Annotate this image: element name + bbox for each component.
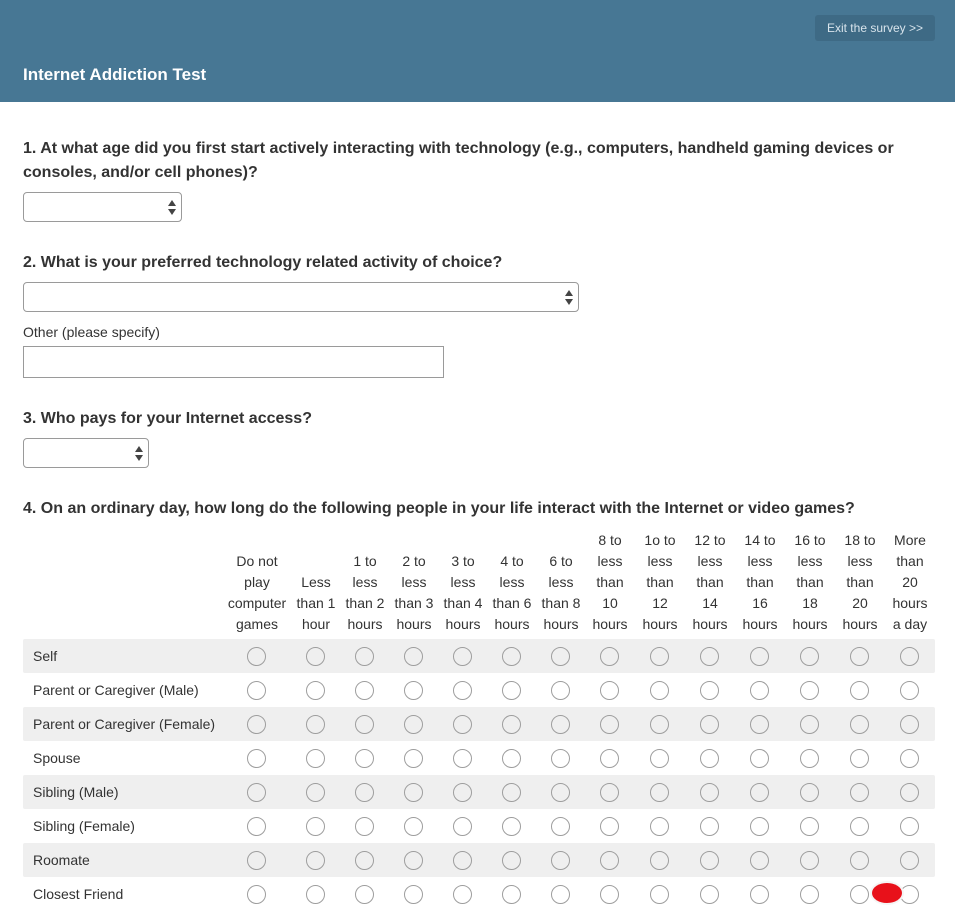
matrix-radio-button[interactable] xyxy=(800,647,819,666)
matrix-row xyxy=(23,843,935,877)
matrix-row xyxy=(23,707,935,741)
column-header-line: than xyxy=(696,574,724,590)
matrix-radio-button[interactable] xyxy=(700,817,719,836)
matrix-radio-button[interactable] xyxy=(247,885,266,904)
matrix-radio-button[interactable] xyxy=(900,715,919,734)
matrix-radio-button[interactable] xyxy=(551,885,570,904)
column-header-line: 20 xyxy=(902,574,918,590)
matrix-radio-button[interactable] xyxy=(850,783,869,802)
matrix-column-header xyxy=(885,530,935,635)
matrix-radio-button[interactable] xyxy=(600,749,619,768)
column-header-line: than xyxy=(846,574,874,590)
matrix-row xyxy=(23,809,935,843)
column-header-line: hour xyxy=(301,616,331,632)
column-header-line: less xyxy=(647,553,673,569)
matrix-radio-button[interactable] xyxy=(650,885,669,904)
exit-survey-button[interactable]: Exit the survey >> xyxy=(815,15,935,41)
column-header-line: More xyxy=(894,532,926,548)
column-header-line: than 3 xyxy=(394,595,434,611)
matrix-radio-button[interactable] xyxy=(600,851,619,870)
question-1-title-line2: consoles, and/or cell phones)? xyxy=(23,164,258,181)
matrix-radio-button[interactable] xyxy=(355,817,374,836)
matrix-radio-button[interactable] xyxy=(355,885,374,904)
question-2-title: 2. What is your preferred technology related activity of choice? xyxy=(23,254,503,271)
matrix-row-label: Closest Friend xyxy=(33,886,124,902)
column-header-line: 10 xyxy=(602,595,618,611)
matrix-radio-button[interactable] xyxy=(900,817,919,836)
column-header-line: play xyxy=(244,574,270,590)
matrix-radio-button[interactable] xyxy=(404,817,423,836)
column-header-line: 3 to xyxy=(451,553,475,569)
select-arrows-icon xyxy=(565,290,574,306)
survey-title: Internet Addiction Test xyxy=(23,65,207,84)
matrix-radio-button[interactable] xyxy=(306,851,325,870)
matrix-radio-button[interactable] xyxy=(453,647,472,666)
matrix-radio-button[interactable] xyxy=(551,681,570,700)
matrix-radio-button[interactable] xyxy=(850,851,869,870)
matrix-radio-button[interactable] xyxy=(247,681,266,700)
matrix-radio-button[interactable] xyxy=(502,715,521,734)
column-header-line: hours xyxy=(792,616,828,632)
matrix-radio-button[interactable] xyxy=(247,749,266,768)
matrix-radio-button[interactable] xyxy=(700,647,719,666)
column-header-line: Do not xyxy=(236,553,278,569)
column-header-line: games xyxy=(235,616,279,632)
activity-select[interactable] xyxy=(23,282,579,312)
matrix-radio-button[interactable] xyxy=(800,715,819,734)
matrix-radio-button[interactable] xyxy=(404,715,423,734)
matrix-radio-button[interactable] xyxy=(453,681,472,700)
matrix-radio-button[interactable] xyxy=(551,851,570,870)
matrix-radio-button[interactable] xyxy=(306,783,325,802)
matrix-radio-button[interactable] xyxy=(306,647,325,666)
column-header-line: less xyxy=(847,553,873,569)
matrix-radio-button[interactable] xyxy=(750,783,769,802)
column-header-line: hours xyxy=(347,616,383,632)
matrix-radio-button[interactable] xyxy=(247,647,266,666)
column-header-line: 12 xyxy=(652,595,668,611)
matrix-radio-button[interactable] xyxy=(453,885,472,904)
column-header-line: than 6 xyxy=(492,595,532,611)
select-arrows-icon xyxy=(135,446,144,462)
notification-badge-icon xyxy=(872,883,902,903)
matrix-radio-button[interactable] xyxy=(900,885,919,904)
matrix-radio-button[interactable] xyxy=(502,647,521,666)
other-specify-label: Other (please specify) xyxy=(23,324,160,340)
column-header-line: 8 to xyxy=(598,532,622,548)
matrix-radio-button[interactable] xyxy=(453,749,472,768)
matrix-radio-button[interactable] xyxy=(600,817,619,836)
question-4-title: 4. On an ordinary day, how long do the following people in your life interact with the Internet or video games? xyxy=(23,500,855,517)
matrix-row xyxy=(23,673,935,707)
matrix-radio-button[interactable] xyxy=(355,783,374,802)
matrix-radio-button[interactable] xyxy=(850,817,869,836)
column-header-line: hours xyxy=(642,616,678,632)
matrix-radio-button[interactable] xyxy=(600,885,619,904)
column-header-line: 1 to xyxy=(353,553,377,569)
column-header-line: 12 to xyxy=(694,532,726,548)
column-header-line: than xyxy=(796,574,824,590)
matrix-radio-button[interactable] xyxy=(600,647,619,666)
column-header-line: less xyxy=(401,574,427,590)
matrix-radio-button[interactable] xyxy=(750,749,769,768)
question-3-title: 3. Who pays for your Internet access? xyxy=(23,410,312,427)
column-header-line: 16 xyxy=(752,595,768,611)
matrix-radio-button[interactable] xyxy=(850,681,869,700)
matrix-radio-button[interactable] xyxy=(900,783,919,802)
matrix-radio-button[interactable] xyxy=(900,647,919,666)
column-header-line: less xyxy=(352,574,378,590)
matrix-radio-button[interactable] xyxy=(850,647,869,666)
matrix-radio-button[interactable] xyxy=(800,817,819,836)
column-header-line: a day xyxy=(892,616,928,632)
matrix-rows xyxy=(23,639,935,911)
matrix-radio-button[interactable] xyxy=(750,715,769,734)
matrix-row-label: Sibling (Female) xyxy=(33,818,135,834)
matrix-radio-button[interactable] xyxy=(850,749,869,768)
matrix-radio-button[interactable] xyxy=(650,749,669,768)
column-header-line: hours xyxy=(396,616,432,632)
matrix-radio-button[interactable] xyxy=(502,749,521,768)
column-header-line: 16 to xyxy=(794,532,826,548)
column-header-line: less xyxy=(499,574,525,590)
column-header-line: 20 xyxy=(852,595,868,611)
matrix-row xyxy=(23,741,935,775)
matrix-radio-button[interactable] xyxy=(502,885,521,904)
matrix-radio-button[interactable] xyxy=(306,681,325,700)
matrix-radio-button[interactable] xyxy=(502,851,521,870)
column-header-line: 1o to xyxy=(644,532,676,548)
matrix-radio-button[interactable] xyxy=(600,783,619,802)
matrix-radio-button[interactable] xyxy=(355,749,374,768)
matrix-radio-button[interactable] xyxy=(600,681,619,700)
matrix-radio-button[interactable] xyxy=(502,783,521,802)
other-specify-input[interactable] xyxy=(23,346,444,378)
column-header-line: than xyxy=(646,574,674,590)
column-header-line: hours xyxy=(592,616,628,632)
matrix-radio-button[interactable] xyxy=(750,681,769,700)
matrix-radio-button[interactable] xyxy=(404,681,423,700)
column-header-line: 18 xyxy=(802,595,818,611)
matrix-radio-button[interactable] xyxy=(404,749,423,768)
matrix-radio-button[interactable] xyxy=(404,851,423,870)
column-header-line: Less xyxy=(301,574,331,590)
matrix-radio-button[interactable] xyxy=(404,647,423,666)
matrix-radio-button[interactable] xyxy=(750,885,769,904)
column-header-line: than xyxy=(596,574,624,590)
column-header-line: than 8 xyxy=(541,595,581,611)
matrix-radio-button[interactable] xyxy=(551,749,570,768)
matrix-row-label: Parent or Caregiver (Female) xyxy=(33,716,216,732)
matrix-radio-button[interactable] xyxy=(502,817,521,836)
column-header-line: than 4 xyxy=(443,595,483,611)
matrix-radio-button[interactable] xyxy=(551,783,570,802)
matrix-radio-button[interactable] xyxy=(650,681,669,700)
survey-header xyxy=(0,0,955,102)
matrix-radio-button[interactable] xyxy=(800,783,819,802)
column-header-line: than 1 xyxy=(296,595,336,611)
matrix-radio-button[interactable] xyxy=(600,715,619,734)
matrix-radio-button[interactable] xyxy=(800,681,819,700)
matrix-radio-button[interactable] xyxy=(306,749,325,768)
matrix-radio-button[interactable] xyxy=(700,783,719,802)
matrix-radio-button[interactable] xyxy=(700,715,719,734)
matrix-column-header xyxy=(227,530,287,635)
column-header-line: less xyxy=(797,553,823,569)
column-header-line: less xyxy=(597,553,623,569)
matrix-radio-button[interactable] xyxy=(700,885,719,904)
matrix-radio-button[interactable] xyxy=(551,817,570,836)
column-header-line: 14 to xyxy=(744,532,776,548)
age-select[interactable] xyxy=(23,192,182,222)
matrix-radio-button[interactable] xyxy=(750,817,769,836)
column-header-line: hours xyxy=(494,616,530,632)
column-header-line: 4 to xyxy=(500,553,524,569)
matrix-radio-button[interactable] xyxy=(502,681,521,700)
column-header-line: hours xyxy=(742,616,778,632)
matrix-radio-button[interactable] xyxy=(650,851,669,870)
matrix-radio-button[interactable] xyxy=(247,817,266,836)
matrix-row xyxy=(23,639,935,673)
matrix-radio-button[interactable] xyxy=(247,851,266,870)
matrix-radio-button[interactable] xyxy=(453,817,472,836)
column-header-line: 14 xyxy=(702,595,718,611)
matrix-radio-button[interactable] xyxy=(750,647,769,666)
matrix-radio-button[interactable] xyxy=(650,715,669,734)
matrix-row-label: Sibling (Male) xyxy=(33,784,119,800)
internet-payer-select[interactable] xyxy=(23,438,149,468)
matrix-radio-button[interactable] xyxy=(247,783,266,802)
column-header-line: 6 to xyxy=(549,553,573,569)
column-header-line: computer xyxy=(227,595,287,611)
column-header-line: hours xyxy=(445,616,481,632)
matrix-radio-button[interactable] xyxy=(404,885,423,904)
column-header-line: less xyxy=(450,574,476,590)
matrix-row-label: Spouse xyxy=(33,750,81,766)
column-header-line: less xyxy=(747,553,773,569)
matrix-radio-button[interactable] xyxy=(551,647,570,666)
matrix-radio-button[interactable] xyxy=(700,749,719,768)
matrix-row xyxy=(23,877,935,911)
matrix-radio-button[interactable] xyxy=(453,851,472,870)
matrix-row-label: Self xyxy=(33,648,58,664)
column-header-line: hours xyxy=(692,616,728,632)
matrix-radio-button[interactable] xyxy=(247,715,266,734)
select-arrows-icon xyxy=(168,200,177,216)
matrix-radio-button[interactable] xyxy=(700,681,719,700)
matrix-radio-button[interactable] xyxy=(404,783,423,802)
matrix-radio-button[interactable] xyxy=(306,885,325,904)
matrix-radio-button[interactable] xyxy=(800,749,819,768)
matrix-radio-button[interactable] xyxy=(355,681,374,700)
matrix-radio-button[interactable] xyxy=(900,681,919,700)
matrix-radio-button[interactable] xyxy=(453,715,472,734)
column-header-line: hours xyxy=(892,595,928,611)
column-header-line: than xyxy=(746,574,774,590)
matrix-radio-button[interactable] xyxy=(551,715,570,734)
matrix-radio-button[interactable] xyxy=(900,851,919,870)
matrix-row xyxy=(23,775,935,809)
matrix-row-label: Parent or Caregiver (Male) xyxy=(33,682,199,698)
matrix-radio-button[interactable] xyxy=(850,715,869,734)
matrix-radio-button[interactable] xyxy=(850,885,869,904)
matrix-radio-button[interactable] xyxy=(453,783,472,802)
column-header-line: hours xyxy=(842,616,878,632)
column-header-text xyxy=(875,530,945,635)
matrix-radio-button[interactable] xyxy=(355,715,374,734)
matrix-radio-button[interactable] xyxy=(800,851,819,870)
matrix-radio-button[interactable] xyxy=(306,817,325,836)
question-1-title xyxy=(23,137,923,185)
column-header-line: 2 to xyxy=(402,553,426,569)
matrix-radio-button[interactable] xyxy=(800,885,819,904)
column-header-line: than xyxy=(896,553,924,569)
matrix-radio-button[interactable] xyxy=(650,783,669,802)
matrix-radio-button[interactable] xyxy=(750,851,769,870)
matrix-row-label: Roomate xyxy=(33,852,90,868)
matrix-radio-button[interactable] xyxy=(355,647,374,666)
matrix-radio-button[interactable] xyxy=(355,851,374,870)
matrix-radio-button[interactable] xyxy=(900,749,919,768)
column-header-line: than 2 xyxy=(345,595,385,611)
question-1-title-line1: 1. At what age did you first start actively interacting with technology (e.g., computers, handheld gaming devices or xyxy=(23,140,894,157)
column-header-line: 18 to xyxy=(844,532,876,548)
matrix-radio-button[interactable] xyxy=(650,817,669,836)
matrix-radio-button[interactable] xyxy=(700,851,719,870)
matrix-radio-button[interactable] xyxy=(306,715,325,734)
column-header-line: hours xyxy=(543,616,579,632)
matrix-radio-button[interactable] xyxy=(650,647,669,666)
column-header-line: less xyxy=(697,553,723,569)
column-header-line: less xyxy=(548,574,574,590)
